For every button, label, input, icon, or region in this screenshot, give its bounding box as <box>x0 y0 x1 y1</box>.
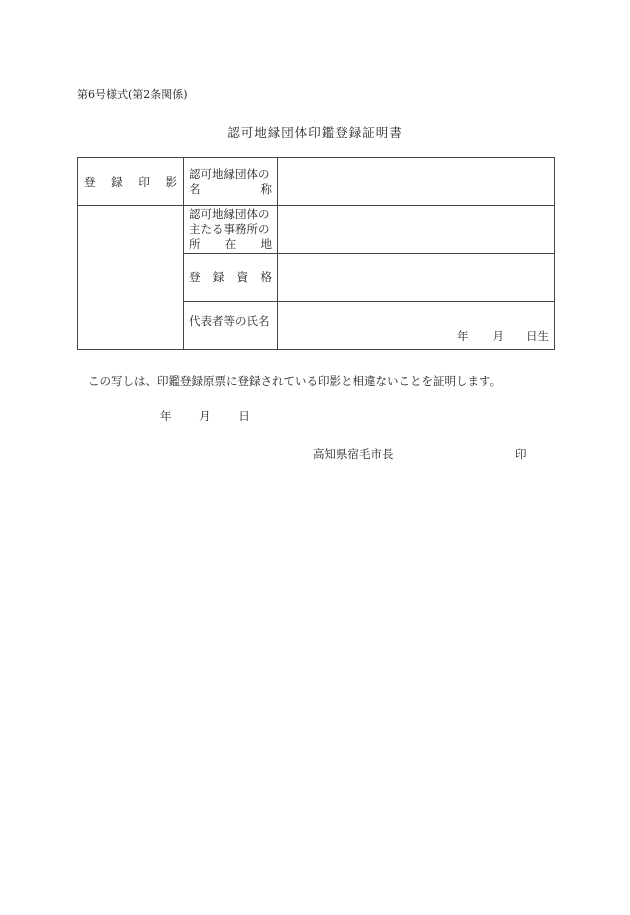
seal-impression-header <box>78 158 184 206</box>
table-row-name <box>78 158 555 206</box>
birth-date <box>278 308 554 344</box>
qualification-label-char: 録 <box>212 270 225 284</box>
qualification-label-char: 登 <box>189 270 201 284</box>
seal-label-char: 録 <box>111 174 123 189</box>
representative-label <box>184 302 278 350</box>
qualification-value[interactable] <box>278 254 555 302</box>
group-name-label-line1: 認可地縁団体の <box>189 166 270 181</box>
office-label-char: 所 <box>189 237 201 251</box>
group-name-label-char: 称 <box>260 181 272 196</box>
birth-month: 月 <box>492 328 504 343</box>
qualification-label-char: 格 <box>260 270 272 284</box>
birth-day: 日生 <box>526 328 549 343</box>
office-label-line1: 認可地縁団体の <box>189 207 270 221</box>
office-label-char: 在 <box>224 237 237 251</box>
seal-label-char: 印 <box>138 174 150 189</box>
issue-day: 日 <box>238 409 250 423</box>
office-label-line2: 主たる事務所の <box>189 222 270 236</box>
group-name-label <box>184 158 278 206</box>
group-name-value[interactable] <box>278 158 555 206</box>
office-address-label <box>184 206 278 254</box>
group-name-label-char: 名 <box>189 181 201 196</box>
birth-year: 年 <box>457 328 469 343</box>
issuer-title: 高知県宿毛市長 <box>313 447 394 461</box>
issuer-seal: 印 <box>515 447 527 461</box>
seal-label-char: 登 <box>84 174 96 189</box>
issue-month: 月 <box>199 409 211 423</box>
representative-value[interactable] <box>278 302 555 350</box>
office-label-char: 地 <box>260 237 272 251</box>
seal-impression-area <box>78 206 184 350</box>
office-address-value[interactable] <box>278 206 555 254</box>
seal-label-char: 影 <box>165 174 177 189</box>
document-title: 認可地縁団体印鑑登録証明書 <box>227 125 403 140</box>
certification-statement: この写しは、印鑑登録原票に登録されている印影と相違ないことを証明します。 <box>88 374 502 388</box>
representative-label-text: 代表者等の氏名 <box>189 314 270 328</box>
qualification-label <box>184 254 278 302</box>
qualification-label-char: 資 <box>236 270 249 284</box>
issue-year: 年 <box>160 409 172 423</box>
form-number: 第6号様式(第2条関係) <box>77 88 188 101</box>
certificate-table <box>77 157 555 350</box>
issue-date <box>160 408 250 424</box>
table-row-office <box>78 206 555 254</box>
